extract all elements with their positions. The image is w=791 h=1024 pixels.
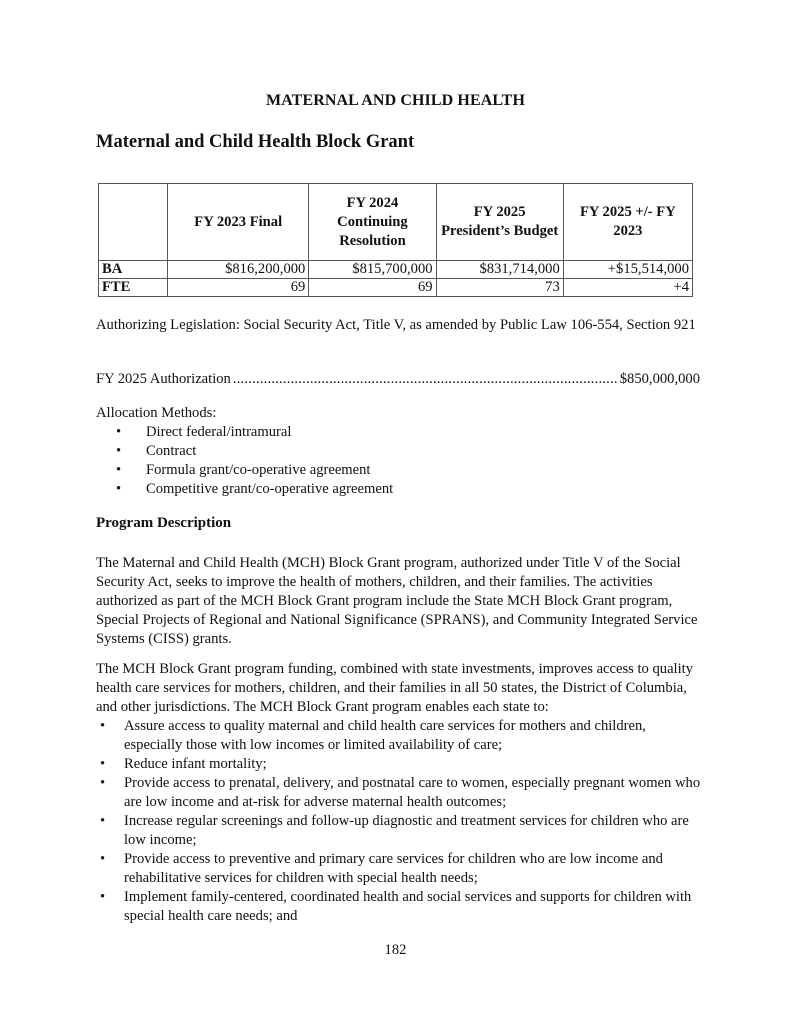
table-cell: $816,200,000: [168, 261, 309, 279]
list-item: • Direct federal/intramural: [116, 424, 292, 440]
table-row: [99, 279, 693, 297]
list-item: • Contract: [116, 443, 197, 459]
table-cell: 73: [436, 279, 563, 297]
bullet-icon: •: [116, 462, 122, 478]
table-header-cell: [99, 184, 168, 261]
list-item: • Provide access to prenatal, delivery, and postnatal care to women, especially pregnant women who are low income and at-risk for adverse maternal health outcomes;: [100, 775, 701, 810]
page-title: MATERNAL AND CHILD HEALTH: [266, 92, 525, 109]
table-header-cell: FY 2025 +/- FY 2023: [563, 184, 692, 261]
list-item: • Assure access to quality maternal and child health care services for mothers and children, especially those with low incomes or limited availability of care;: [100, 718, 646, 753]
dot-leader: [233, 370, 618, 389]
table-header-cell: FY 2024 Continuing Resolution: [309, 184, 436, 261]
table-header-cell: FY 2023 Final: [168, 184, 309, 261]
row-label: BA: [99, 261, 168, 279]
list-item: • Formula grant/co-operative agreement: [116, 462, 371, 478]
program-paragraph-2: The MCH Block Grant program funding, combined with state investments, improves access to quality health care services for mothers, children, and their families in all 50 states, the District of Columbia, and other jurisdictions. The MCH Block Grant program enables each state to: • Assure access to quality maternal and child health care services for mothers and children, especially those with low incomes or limited availability of care; • Reduce infant mortality; • Provide access to prenatal, delivery, and postnatal care to women, especially pregnant women who are low income and at-risk for adverse maternal health outcomes; • Increase regular screenings and follow-up diagnostic and treatment services for children who are low income; • Provide access to preventive and primary care services for children who are low income and rehabilitative services for children with special health needs; • Implement family-centered, coordinated health and social services and supports for children with special health care needs; and: [96, 660, 706, 926]
bullet-icon: •: [100, 775, 106, 791]
table-cell: $815,700,000: [309, 261, 436, 279]
table-header-row: [99, 184, 693, 261]
authorization-line: [96, 370, 700, 389]
table-cell: $831,714,000: [436, 261, 563, 279]
authorization-label: FY 2025 Authorization: [96, 371, 231, 387]
page-number: 182: [384, 942, 407, 958]
allocation-label: Allocation Methods:: [96, 405, 217, 421]
table-cell: 69: [309, 279, 436, 297]
allocation-methods: [96, 404, 706, 499]
list-item: • Increase regular screenings and follow-up diagnostic and treatment services for children who are low income;: [100, 813, 689, 848]
bullet-icon: •: [116, 424, 122, 440]
table-cell: 69: [168, 279, 309, 297]
budget-table: [98, 183, 693, 297]
section-title: Maternal and Child Health Block Grant: [96, 132, 415, 152]
table-cell: +$15,514,000: [563, 261, 692, 279]
program-description-heading: Program Description: [96, 515, 232, 531]
bullet-icon: •: [100, 813, 106, 829]
bullet-icon: •: [100, 889, 106, 905]
bullet-icon: •: [116, 443, 122, 459]
program-paragraph-1: The Maternal and Child Health (MCH) Block Grant program, authorized under Title V of the Social Security Act, seeks to improve the health of mothers, children, and their families. The activities authorized as part of the MCH Block Grant program include the State MCH Block Grant program, Special Projects of Regional and National Significance (SPRANS), and Community Integrated Service Systems (CISS) grants.: [96, 555, 698, 647]
table-row: [99, 261, 693, 279]
program-goals-list: [96, 717, 706, 926]
table-header-cell: FY 2025 President’s Budget: [436, 184, 563, 261]
table-cell: +4: [563, 279, 692, 297]
bullet-icon: •: [100, 756, 106, 772]
authorization-value: $850,000,000: [619, 371, 700, 387]
list-item: • Implement family-centered, coordinated health and social services and supports for children with special health care needs; and: [100, 889, 692, 924]
list-item: • Competitive grant/co-operative agreement: [116, 481, 394, 497]
authorizing-legislation: Authorizing Legislation: Social Security Act, Title V, as amended by Public Law 106-554, Section 921: [96, 317, 696, 333]
allocation-list: [96, 423, 706, 499]
row-label: FTE: [99, 279, 168, 297]
list-item: • Provide access to preventive and primary care services for children who are low income and rehabilitative services for children with special health needs;: [100, 851, 663, 886]
bullet-icon: •: [100, 851, 106, 867]
bullet-icon: •: [100, 718, 106, 734]
list-item: • Reduce infant mortality;: [100, 756, 267, 772]
bullet-icon: •: [116, 481, 122, 497]
